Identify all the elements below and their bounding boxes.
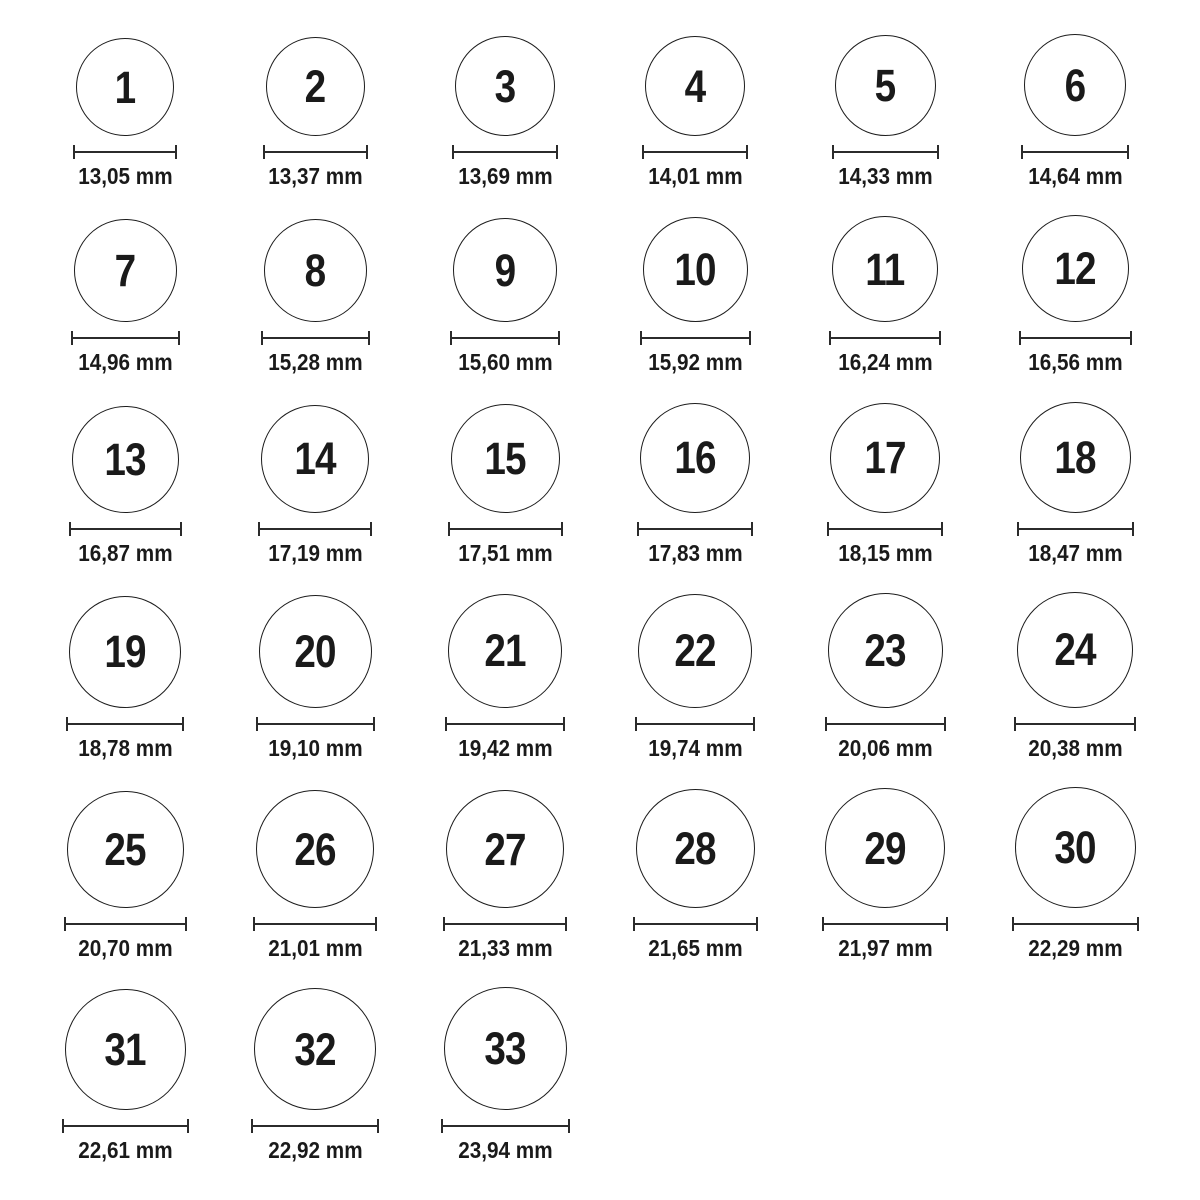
- ring-size-cell: [980, 787, 1170, 961]
- ring-size-cell: [790, 592, 980, 761]
- ring-size-number: 8: [304, 245, 326, 297]
- diameter-label: [833, 736, 938, 761]
- diameter-label: [453, 164, 558, 189]
- ring-size-cell: [600, 787, 790, 961]
- diameter-label-text: 14,33 mm: [837, 163, 933, 189]
- diameter-label-text: 18,15 mm: [837, 539, 933, 566]
- diameter-label-text: 17,83 mm: [647, 539, 743, 566]
- diameter-measure-line: [825, 717, 946, 731]
- diameter-label: [453, 541, 558, 566]
- diameter-measure-line: [832, 145, 939, 159]
- ring-size-number: 31: [104, 1024, 146, 1076]
- diameter-label: [833, 164, 938, 189]
- ring-size-cell: [220, 987, 410, 1163]
- ring-circle: [65, 989, 186, 1110]
- ring-circle: [830, 403, 940, 513]
- ring-circle: [1015, 787, 1136, 908]
- diameter-measure-line: [445, 717, 565, 731]
- ring-size-cell: [410, 34, 600, 189]
- ring-size-cell: [220, 402, 410, 566]
- diameter-label-text: 15,60 mm: [457, 349, 553, 376]
- diameter-measure-line: [450, 331, 560, 345]
- ring-size-cell: [600, 34, 790, 189]
- ring-circle: [72, 406, 179, 513]
- diameter-label: [73, 1138, 178, 1163]
- ring-size-number: 2: [304, 61, 326, 112]
- diameter-measure-line: [73, 145, 177, 159]
- ring-size-number: 25: [104, 824, 146, 876]
- ring-circle: [254, 988, 376, 1110]
- ring-size-cell: [600, 215, 790, 375]
- diameter-measure-line: [1012, 917, 1139, 931]
- diameter-label: [1023, 736, 1128, 761]
- diameter-label-text: 21,97 mm: [837, 935, 933, 962]
- diameter-label-text: 13,37 mm: [267, 163, 363, 189]
- diameter-measure-line: [1021, 145, 1129, 159]
- diameter-label-text: 22,29 mm: [1027, 935, 1123, 962]
- ring-size-number: 23: [864, 624, 906, 676]
- ring-size-cell: [30, 34, 220, 189]
- diameter-measure-line: [443, 917, 567, 931]
- diameter-measure-line: [261, 331, 370, 345]
- diameter-label-text: 14,01 mm: [647, 163, 743, 189]
- ring-size-number: 30: [1054, 822, 1096, 874]
- diameter-label-text: 21,33 mm: [457, 935, 553, 962]
- ring-size-cell: [410, 987, 600, 1163]
- diameter-measure-line: [66, 717, 184, 731]
- ring-size-cell: [220, 215, 410, 375]
- ring-size-cell: [30, 592, 220, 761]
- diameter-label-text: 13,69 mm: [457, 163, 553, 189]
- ring-size-number: 27: [484, 823, 526, 875]
- diameter-measure-line: [258, 522, 372, 536]
- ring-size-number: 9: [494, 244, 516, 296]
- ring-circle: [645, 36, 745, 136]
- diameter-label: [263, 350, 368, 375]
- diameter-label: [263, 1138, 368, 1163]
- ring-size-number: 26: [294, 823, 336, 875]
- ring-circle: [636, 789, 755, 908]
- diameter-label: [73, 736, 178, 761]
- ring-size-number: 4: [684, 60, 706, 112]
- diameter-label: [643, 736, 748, 761]
- diameter-measure-line: [637, 522, 753, 536]
- ring-circle: [444, 987, 567, 1110]
- ring-size-cell: [220, 34, 410, 189]
- diameter-label-text: 18,78 mm: [77, 734, 173, 761]
- ring-circle: [1017, 592, 1133, 708]
- diameter-label-text: 21,65 mm: [647, 935, 743, 962]
- diameter-label-text: 17,19 mm: [267, 539, 363, 566]
- ring-circle: [446, 790, 564, 908]
- diameter-measure-line: [1014, 717, 1136, 731]
- diameter-label-text: 15,92 mm: [647, 349, 743, 376]
- diameter-measure-line: [71, 331, 180, 345]
- ring-circle: [832, 216, 938, 322]
- ring-circle: [264, 219, 367, 322]
- ring-circle: [828, 593, 943, 708]
- ring-circle: [643, 217, 748, 322]
- ring-size-number: 22: [674, 625, 716, 677]
- diameter-label: [453, 1138, 558, 1163]
- ring-size-number: 3: [494, 60, 516, 112]
- ring-size-cell: [980, 34, 1170, 189]
- diameter-label-text: 20,06 mm: [837, 734, 933, 761]
- diameter-label: [73, 541, 178, 566]
- diameter-label: [1023, 350, 1128, 375]
- diameter-label-text: 14,64 mm: [1027, 163, 1123, 189]
- ring-size-number: 7: [114, 245, 136, 297]
- ring-size-cell: [600, 402, 790, 566]
- ring-size-cell: [410, 402, 600, 566]
- diameter-measure-line: [263, 145, 368, 159]
- ring-size-number: 6: [1064, 59, 1086, 111]
- ring-size-number: 5: [874, 60, 896, 111]
- ring-size-number: 16: [674, 432, 716, 484]
- ring-size-cell: [410, 592, 600, 761]
- ring-circle: [825, 788, 945, 908]
- ring-circle: [455, 36, 555, 136]
- diameter-label-text: 14,96 mm: [77, 349, 173, 376]
- diameter-measure-line: [1019, 331, 1132, 345]
- ring-size-cell: [980, 592, 1170, 761]
- ring-size-cell: [30, 787, 220, 961]
- diameter-measure-line: [827, 522, 943, 536]
- ring-size-number: 15: [484, 432, 526, 484]
- ring-size-number: 14: [294, 433, 336, 485]
- diameter-measure-line: [251, 1119, 379, 1133]
- diameter-label-text: 19,10 mm: [267, 734, 363, 761]
- diameter-label-text: 20,70 mm: [77, 935, 173, 962]
- ring-size-cell: [980, 215, 1170, 375]
- ring-size-cell: [790, 34, 980, 189]
- diameter-label-text: 22,61 mm: [77, 1137, 173, 1164]
- diameter-label: [263, 164, 368, 189]
- ring-circle: [451, 404, 560, 513]
- diameter-label: [643, 164, 748, 189]
- diameter-label: [263, 736, 368, 761]
- ring-circle: [69, 596, 181, 708]
- diameter-measure-line: [253, 917, 377, 931]
- ring-size-number: 19: [104, 626, 146, 678]
- diameter-label-text: 16,87 mm: [77, 539, 173, 566]
- diameter-label-text: 16,56 mm: [1027, 349, 1123, 376]
- ring-size-number: 18: [1054, 431, 1096, 483]
- ring-size-cell: [980, 402, 1170, 566]
- diameter-label-text: 17,51 mm: [457, 539, 553, 566]
- ring-size-cell: [790, 787, 980, 961]
- diameter-measure-line: [635, 717, 755, 731]
- diameter-label: [643, 541, 748, 566]
- ring-size-number: 11: [865, 243, 905, 295]
- ring-circle: [1024, 34, 1126, 136]
- diameter-label-text: 20,38 mm: [1027, 734, 1123, 761]
- ring-size-cell: [30, 987, 220, 1163]
- diameter-label-text: 15,28 mm: [267, 349, 363, 376]
- diameter-label-text: 19,42 mm: [457, 734, 553, 761]
- diameter-label: [833, 936, 938, 961]
- ring-circle: [1020, 402, 1131, 513]
- ring-size-cell: [220, 592, 410, 761]
- diameter-measure-line: [829, 331, 941, 345]
- ring-circle: [453, 218, 557, 322]
- ring-size-cell: [220, 787, 410, 961]
- diameter-measure-line: [452, 145, 558, 159]
- ring-size-cell: [410, 787, 600, 961]
- diameter-label: [1023, 164, 1128, 189]
- ring-size-number: 21: [484, 625, 526, 677]
- ring-circle: [67, 791, 184, 908]
- diameter-label-text: 21,01 mm: [267, 935, 363, 962]
- ring-size-number: 10: [674, 244, 716, 296]
- diameter-label-text: 22,92 mm: [267, 1137, 363, 1164]
- ring-size-number: 28: [674, 823, 716, 875]
- ring-size-cell: [30, 215, 220, 375]
- ring-circle: [638, 594, 752, 708]
- diameter-label: [453, 350, 558, 375]
- diameter-label: [833, 541, 938, 566]
- diameter-measure-line: [256, 717, 375, 731]
- diameter-label-text: 23,94 mm: [457, 1137, 553, 1164]
- diameter-measure-line: [441, 1119, 570, 1133]
- ring-size-number: 33: [484, 1023, 526, 1075]
- ring-circle: [1022, 215, 1129, 322]
- ring-size-number: 17: [864, 432, 906, 484]
- diameter-label: [73, 936, 178, 961]
- ring-circle: [259, 595, 372, 708]
- ring-circle: [76, 38, 174, 136]
- diameter-label: [833, 350, 938, 375]
- ring-circle: [640, 403, 750, 513]
- diameter-label-text: 18,47 mm: [1027, 539, 1123, 566]
- ring-size-cell: [30, 402, 220, 566]
- diameter-measure-line: [1017, 522, 1134, 536]
- diameter-measure-line: [640, 331, 751, 345]
- ring-size-number: 29: [864, 822, 906, 874]
- diameter-label-text: 13,05 mm: [77, 163, 173, 189]
- ring-size-number: 20: [294, 625, 336, 677]
- ring-size-grid: [30, 34, 1170, 1164]
- ring-circle: [266, 37, 365, 136]
- ring-size-number: 13: [104, 433, 146, 485]
- diameter-measure-line: [633, 917, 758, 931]
- diameter-label: [73, 350, 178, 375]
- diameter-measure-line: [448, 522, 563, 536]
- diameter-label-text: 19,74 mm: [647, 734, 743, 761]
- ring-size-cell: [790, 402, 980, 566]
- diameter-label: [643, 350, 748, 375]
- diameter-label: [73, 164, 178, 189]
- diameter-label-text: 16,24 mm: [837, 349, 933, 376]
- diameter-label: [1023, 541, 1128, 566]
- diameter-label: [263, 541, 368, 566]
- ring-circle: [835, 35, 936, 136]
- diameter-measure-line: [62, 1119, 189, 1133]
- diameter-label: [263, 936, 368, 961]
- diameter-measure-line: [642, 145, 748, 159]
- ring-size-number: 1: [114, 61, 136, 113]
- diameter-label: [1023, 936, 1128, 961]
- ring-size-number: 32: [294, 1023, 336, 1075]
- ring-size-cell: [790, 215, 980, 375]
- ring-circle: [261, 405, 369, 513]
- ring-circle: [448, 594, 562, 708]
- ring-circle: [256, 790, 374, 908]
- ring-size-number: 24: [1054, 624, 1096, 676]
- diameter-measure-line: [822, 917, 948, 931]
- ring-size-cell: [410, 215, 600, 375]
- ring-circle: [74, 219, 177, 322]
- diameter-measure-line: [69, 522, 182, 536]
- diameter-measure-line: [64, 917, 187, 931]
- ring-size-cell: [600, 592, 790, 761]
- diameter-label: [453, 736, 558, 761]
- ring-size-number: 12: [1054, 243, 1096, 295]
- diameter-label: [643, 936, 748, 961]
- diameter-label: [453, 936, 558, 961]
